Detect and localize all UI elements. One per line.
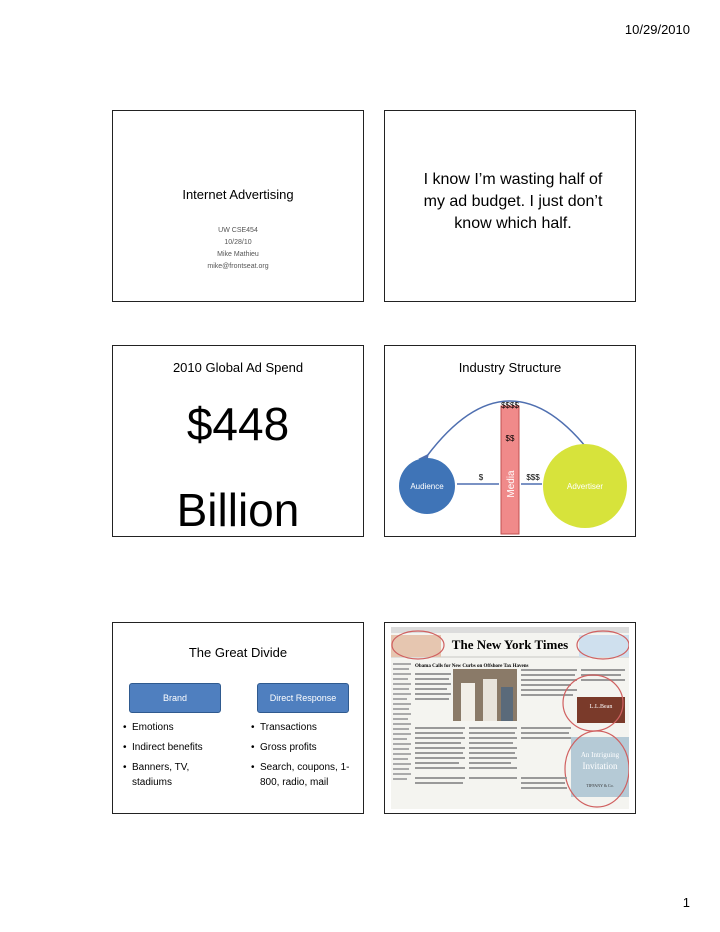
quote-line-2: my ad budget. I just don’t <box>423 193 603 210</box>
advertiser-label: Advertiser <box>566 482 604 491</box>
audience-label: Audience <box>410 482 444 491</box>
money-right: $$$ <box>526 473 540 482</box>
divide-title: The Great Divide <box>188 645 288 660</box>
slide-ad-spend <box>112 345 364 537</box>
media-label: Media <box>506 470 517 498</box>
ad-spend-value: $448 <box>186 398 290 450</box>
direct-item-channels: • Search, coupons, 1-800, radio, mail <box>251 762 350 788</box>
lead-headline: Obama Calls for New Curbs on Offshore Tax Havens <box>415 664 529 669</box>
quote-line-3: know which half. <box>454 215 572 232</box>
industry-title: Industry Structure <box>458 360 562 375</box>
author-name: Mike Mathieu <box>217 251 259 258</box>
masthead: The New York Times <box>451 637 569 652</box>
course-label: UW CSE454 <box>218 227 258 234</box>
money-top: $$$$ <box>501 401 519 410</box>
industry-diagram <box>385 346 635 536</box>
slide-title <box>112 110 364 302</box>
presentation-date: 10/28/10 <box>224 239 252 246</box>
money-media: $$ <box>505 434 515 443</box>
media-bar <box>501 406 519 534</box>
brand-box: Brand <box>129 683 221 713</box>
tiffany-label: TIFFANY & Co. <box>586 783 614 788</box>
llbean-ad-brand: L.L.Bean <box>589 704 613 710</box>
invitation-line-1: An Intriguing <box>580 751 620 759</box>
direct-item-gross: • Gross profits <box>251 742 317 753</box>
slide-quote <box>384 110 636 302</box>
ad-spend-unit: Billion <box>176 484 300 536</box>
direct-list <box>251 720 361 790</box>
slide-newspaper <box>384 622 636 814</box>
ad-spend-title: 2010 Global Ad Spend <box>172 360 304 375</box>
direct-item-transactions: • Transactions <box>251 722 317 733</box>
header-date: 10/29/2010 <box>624 22 690 37</box>
newspaper-graphic <box>391 627 629 809</box>
slide-title-heading: Internet Advertising <box>182 187 294 202</box>
direct-response-box: Direct Response <box>257 683 349 713</box>
slide-industry-structure <box>384 345 636 537</box>
newspaper-screenshot <box>391 627 629 809</box>
brand-item-media: • Banners, TV, stadiums <box>123 762 190 788</box>
invitation-line-2: Invitation <box>582 761 618 771</box>
slide-great-divide <box>112 622 364 814</box>
author-email: mike@frontseat.org <box>207 263 269 270</box>
brand-list <box>123 720 241 790</box>
brand-item-emotions: • Emotions <box>123 722 174 733</box>
brand-item-indirect: • Indirect benefits <box>123 742 203 753</box>
page-number: 1 <box>682 895 690 910</box>
quote-line-1: I know I’m wasting half of <box>423 171 603 188</box>
ad-spend-amount <box>113 394 363 537</box>
money-left: $ <box>478 473 484 482</box>
quote-text <box>399 169 627 235</box>
